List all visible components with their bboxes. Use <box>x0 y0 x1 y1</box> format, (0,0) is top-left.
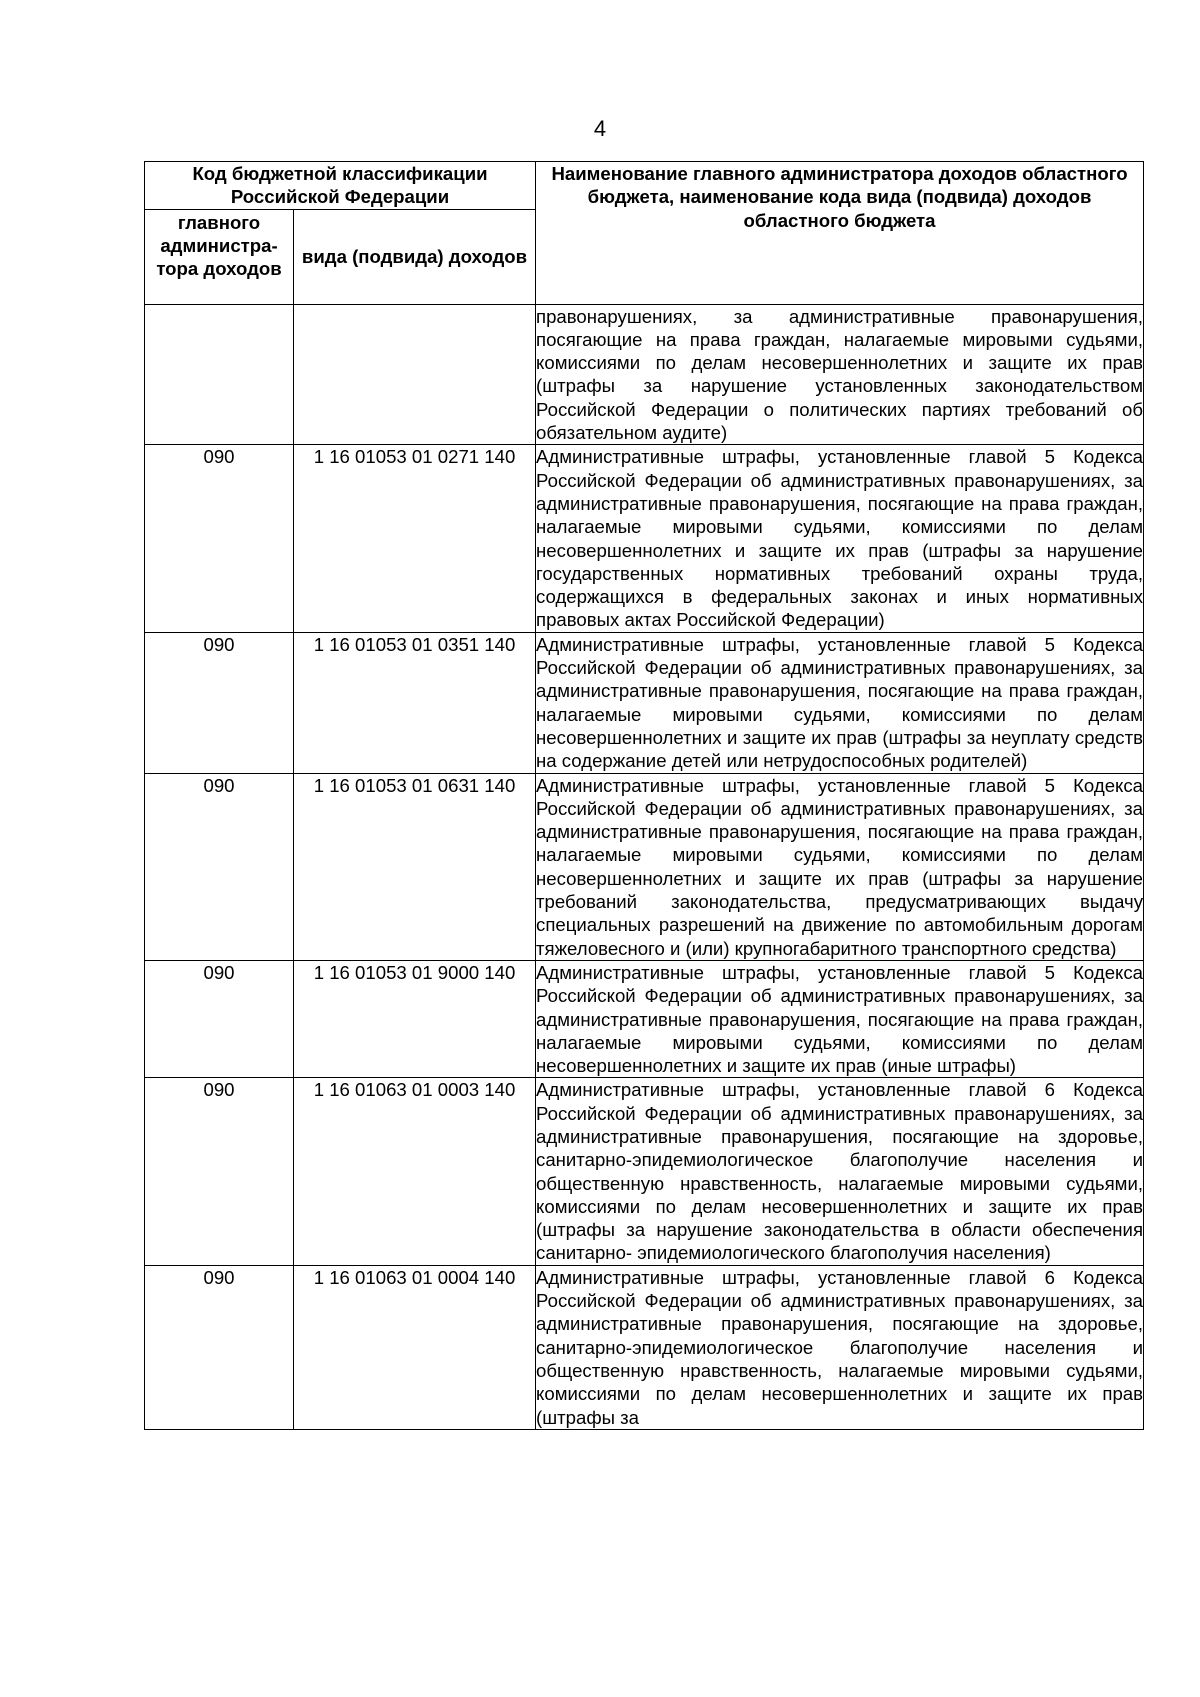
description-cell: Административные штрафы, установленные главой 5 Кодекса Российской Федерации об административных правонарушениях, за административные правонарушения, посягающие на права граждан, налагаемые мировыми судьями, комиссиями по делам несовершеннолетних и защите их прав (штрафы за неуплату средств на содержание детей или нетрудоспособных родителей) <box>536 633 1144 772</box>
header-name-column: Наименование главного администратора доходов областного бюджета, наименование кода вида (подвида) доходов областного бюджета <box>536 162 1144 305</box>
description-cell: Административные штрафы, установленные главой 5 Кодекса Российской Федерации об административных правонарушениях, за административные правонарушения, посягающие на права граждан, налагаемые мировыми судьями, комиссиями по делам несовершеннолетних и защите их прав (иные штрафы) <box>536 961 1144 1077</box>
table-row <box>145 773 1144 960</box>
income-code-cell: 1 16 01053 01 9000 140 <box>294 960 536 1077</box>
income-code-cell: 1 16 01053 01 0631 140 <box>294 773 536 960</box>
income-code-cell: 1 16 01063 01 0003 140 <box>294 1078 536 1265</box>
description-cell: Административные штрафы, установленные главой 6 Кодекса Российской Федерации об административных правонарушениях, за административные правонарушения, посягающие на здоровье, санитарно-эпидемиологическое благополучие населения и общественную нравственность, налагаемые мировыми судьями, комиссиями по делам несовершеннолетних и защите их прав (штрафы за нарушение законодательства в области обеспечения санитарно- эпидемиологического благополучия населения) <box>536 1079 1144 1264</box>
description-cell: Административные штрафы, установленные главой 5 Кодекса Российской Федерации об административных правонарушениях, за административные правонарушения, посягающие на права граждан, налагаемые мировыми судьями, комиссиями по делам несовершеннолетних и защите их прав (штрафы за нарушение требований законодательства, предусматривающих выдачу специальных разрешений на движение по автомобильным дорогам тяжеловесного и (или) крупногабаритного транспортного средства) <box>536 774 1144 959</box>
description-cell: Административные штрафы, установленные главой 6 Кодекса Российской Федерации об административных правонарушениях, за административные правонарушения, посягающие на здоровье, санитарно-эпидемиологическое благополучие населения и общественную нравственность, налагаемые мировыми судьями, комиссиями по делам несовершеннолетних и защите их прав (штрафы за <box>536 1266 1144 1428</box>
income-code-cell: 1 16 01053 01 0351 140 <box>294 632 536 773</box>
admin-code-cell: 090 <box>145 960 294 1077</box>
admin-code-cell: 090 <box>145 445 294 632</box>
description-cell: Административные штрафы, установленные главой 5 Кодекса Российской Федерации об административных правонарушениях, за административные правонарушения, посягающие на права граждан, налагаемые мировыми судьями, комиссиями по делам несовершеннолетних и защите их прав (штрафы за нарушение государственных нормативных требований охраны труда, содержащихся в федеральных законах и иных нормативных правовых актах Российской Федерации) <box>536 446 1144 631</box>
admin-code-cell: 090 <box>145 1265 294 1429</box>
header-group-code: Код бюджетной классификации Российской Федерации <box>145 162 536 210</box>
table-row <box>145 632 1144 773</box>
page-number: 4 <box>593 116 607 141</box>
description-cell: правонарушениях, за административные правонарушения, посягающие на права граждан, налагаемые мировыми судьями, комиссиями по делам несовершеннолетних и защите их прав (штрафы за нарушение установленных законодательством Российской Федерации о политических партиях требований об обязательном аудите) <box>536 305 1144 444</box>
header-admin-column: главного администра-тора доходов <box>145 209 294 304</box>
header-kind-column: вида (подвида) доходов <box>294 209 536 304</box>
table-row <box>145 445 1144 632</box>
income-code-cell <box>294 304 536 445</box>
table-row <box>145 304 1144 445</box>
admin-code-cell: 090 <box>145 632 294 773</box>
table-row <box>145 960 1144 1077</box>
admin-code-cell: 090 <box>145 1078 294 1265</box>
table-row <box>145 1078 1144 1265</box>
income-code-cell: 1 16 01053 01 0271 140 <box>294 445 536 632</box>
admin-code-cell: 090 <box>145 773 294 960</box>
budget-classification-table <box>144 161 1144 1430</box>
admin-code-cell <box>145 304 294 445</box>
table-row <box>145 1265 1144 1429</box>
income-code-cell: 1 16 01063 01 0004 140 <box>294 1265 536 1429</box>
